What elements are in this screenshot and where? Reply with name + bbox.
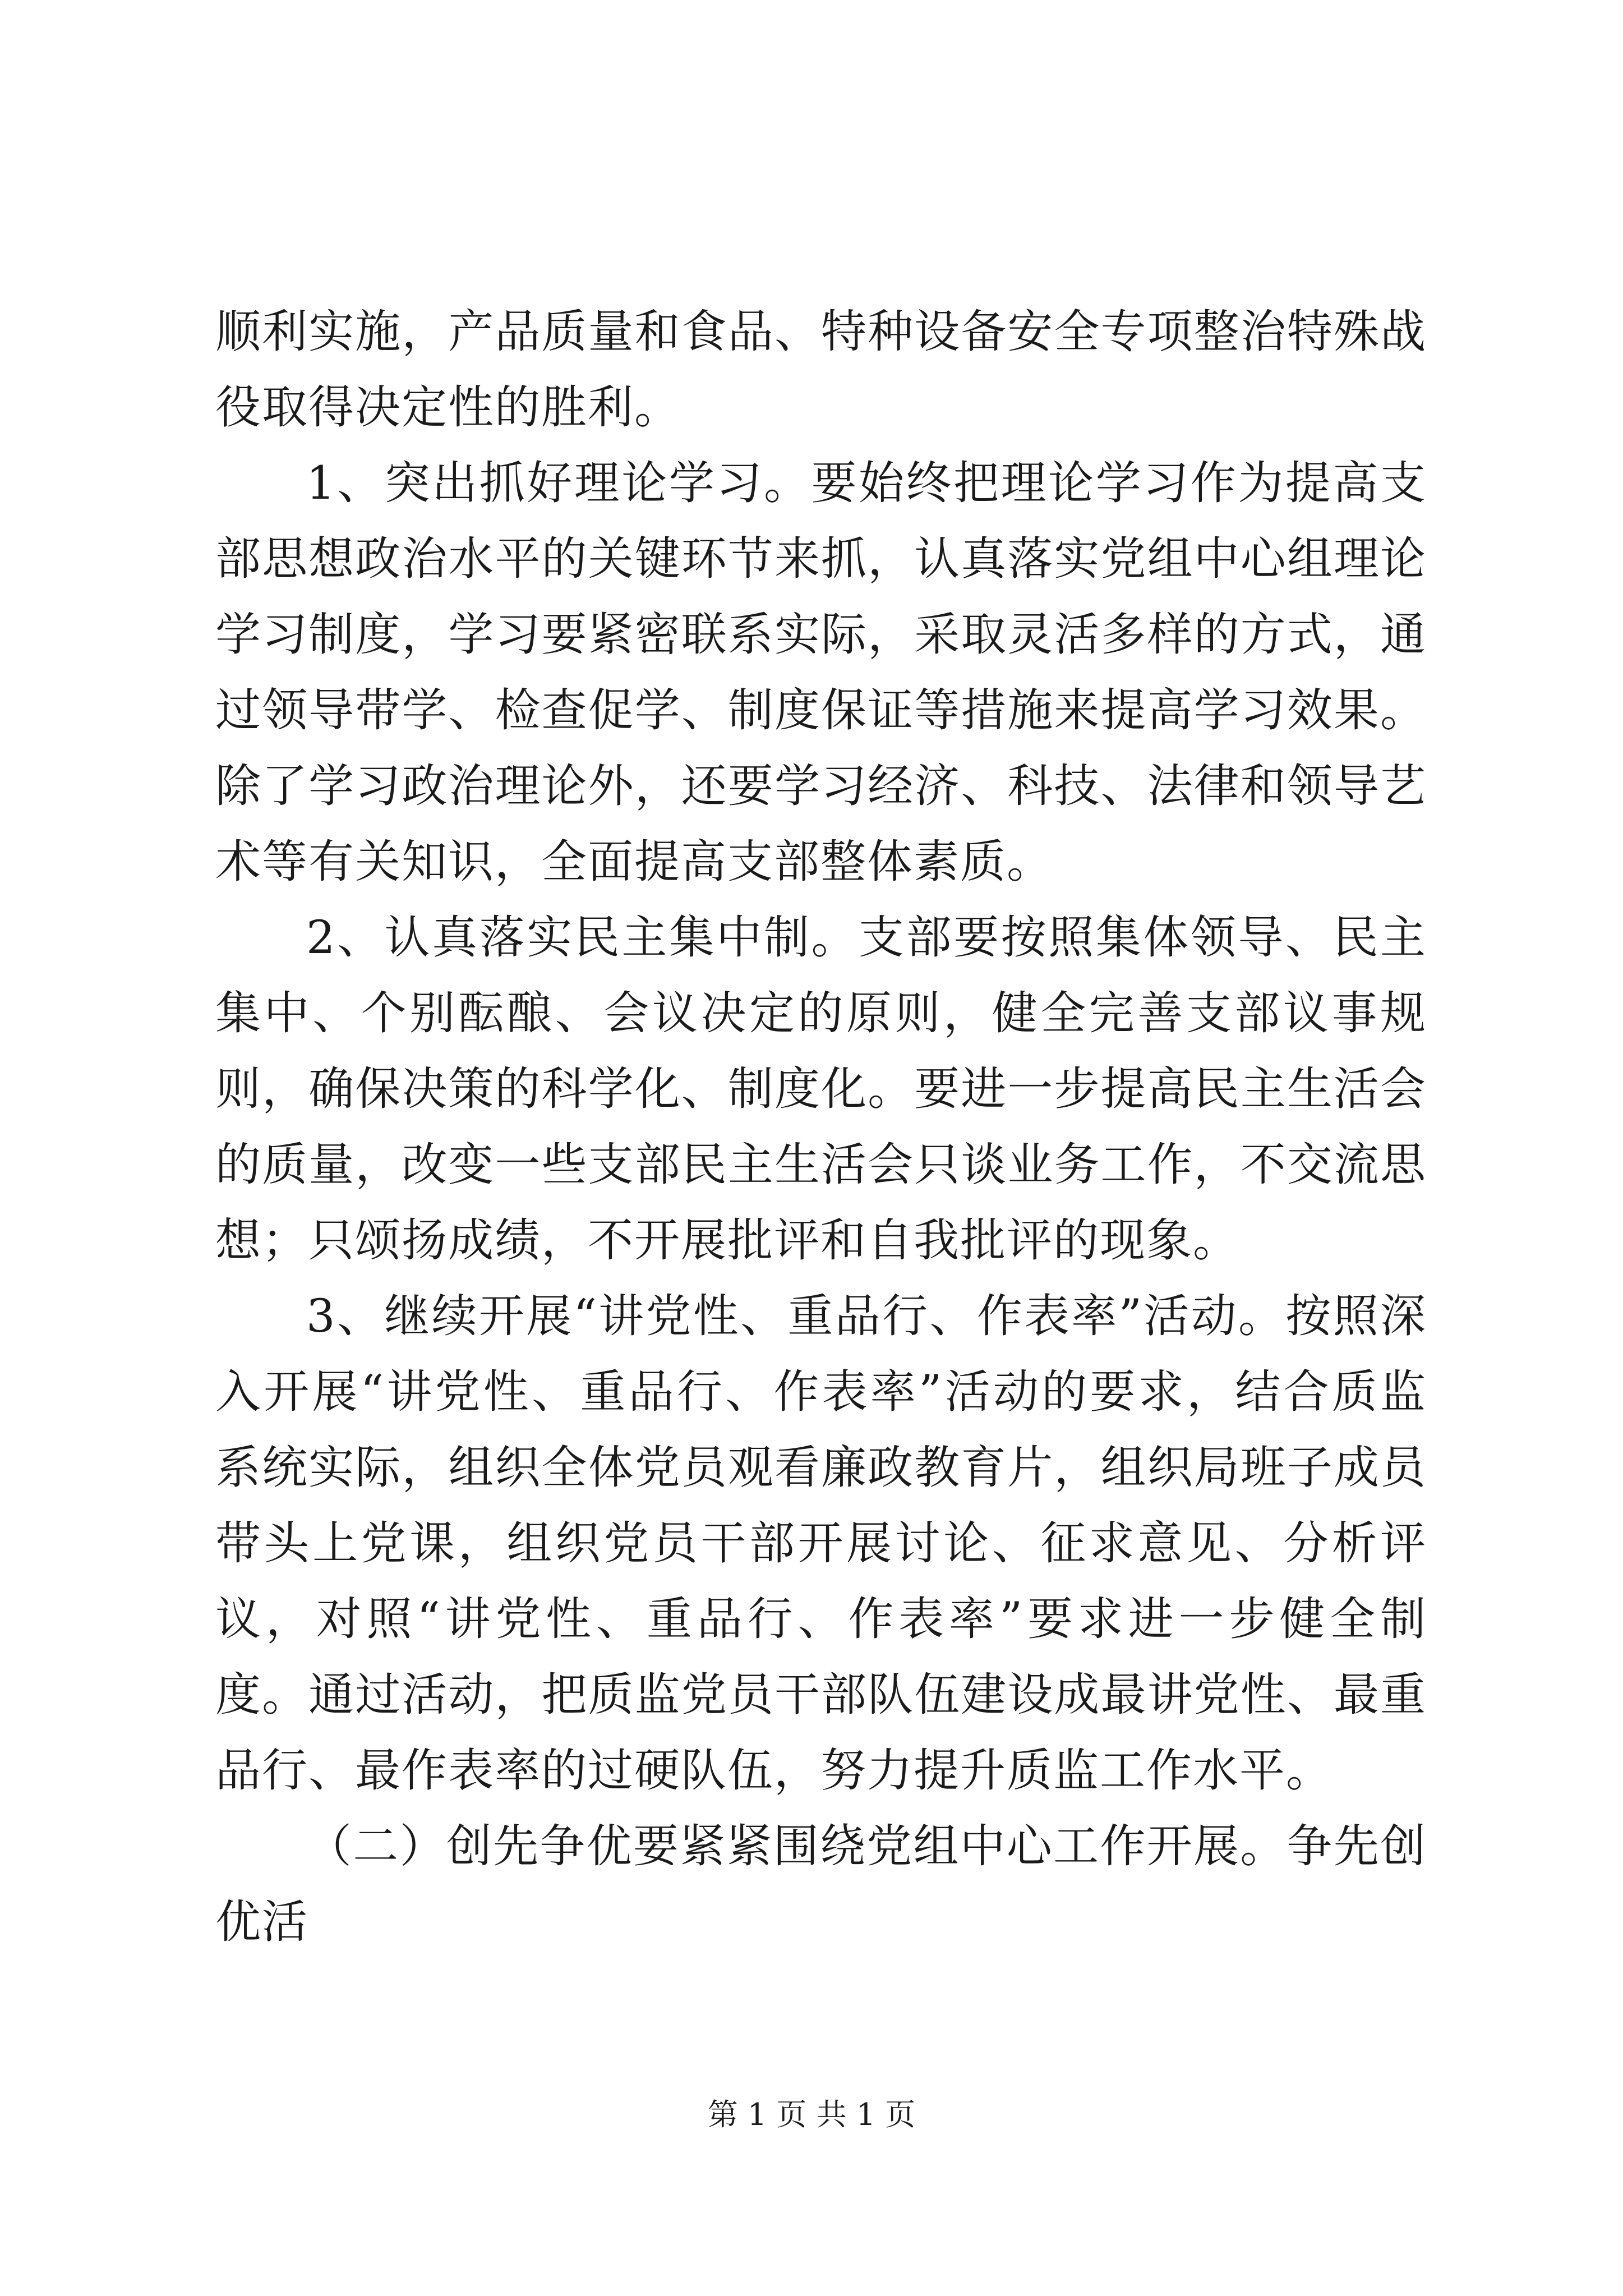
paragraph-theory-study: 1、突出抓好理论学习。要始终把理论学习作为提高支部思想政治水平的关键环节来抓，认真落实党组中心组理论学习制度，学习要紧密联系实际，采取灵活多样的方式，通过领导带学、检查促学、制度保证等措施来提高学习效果。除了学习政治理论外，还要学习经济、科技、法律和领导艺术等有关知识，全面提高支部整体素质。 <box>215 457 1427 889</box>
paragraph-continuation: 顺利实施，产品质量和食品、特种设备安全专项整治特殊战役取得决定性的胜利。 <box>215 306 1427 434</box>
paragraph-section-two-heading: （二）创先争优要紧紧围绕党组中心工作开展。争先创优活 <box>215 1820 1427 1949</box>
document-body <box>215 295 1427 1961</box>
paragraph-democratic-centralism: 2、认真落实民主集中制。支部要按照集体领导、民主集中、个别酝酿、会议决定的原则，健全完善支部议事规则，确保决策的科学化、制度化。要进一步提高民主生活会的质量，改变一些支部民主生活会只谈业务工作，不交流思想；只颂扬成绩，不开展批评和自我批评的现象。 <box>215 912 1427 1267</box>
paragraph-party-spirit-activity: 3、继续开展“讲党性、重品行、作表率”活动。按照深入开展“讲党性、重品行、作表率”活动的要求，结合质监系统实际，组织全体党员观看廉政教育片，组织局班子成员带头上党课，组织党员干部开展讨论、征求意见、分析评议，对照“讲党性、重品行、作表率”要求进一步健全制度。通过活动，把质监党员干部队伍建设成最讲党性、最重品行、最作表率的过硬队伍，努力提升质监工作水平。 <box>215 1290 1427 1797</box>
page-footer: 第 1 页 共 1 页 <box>707 2097 916 2132</box>
